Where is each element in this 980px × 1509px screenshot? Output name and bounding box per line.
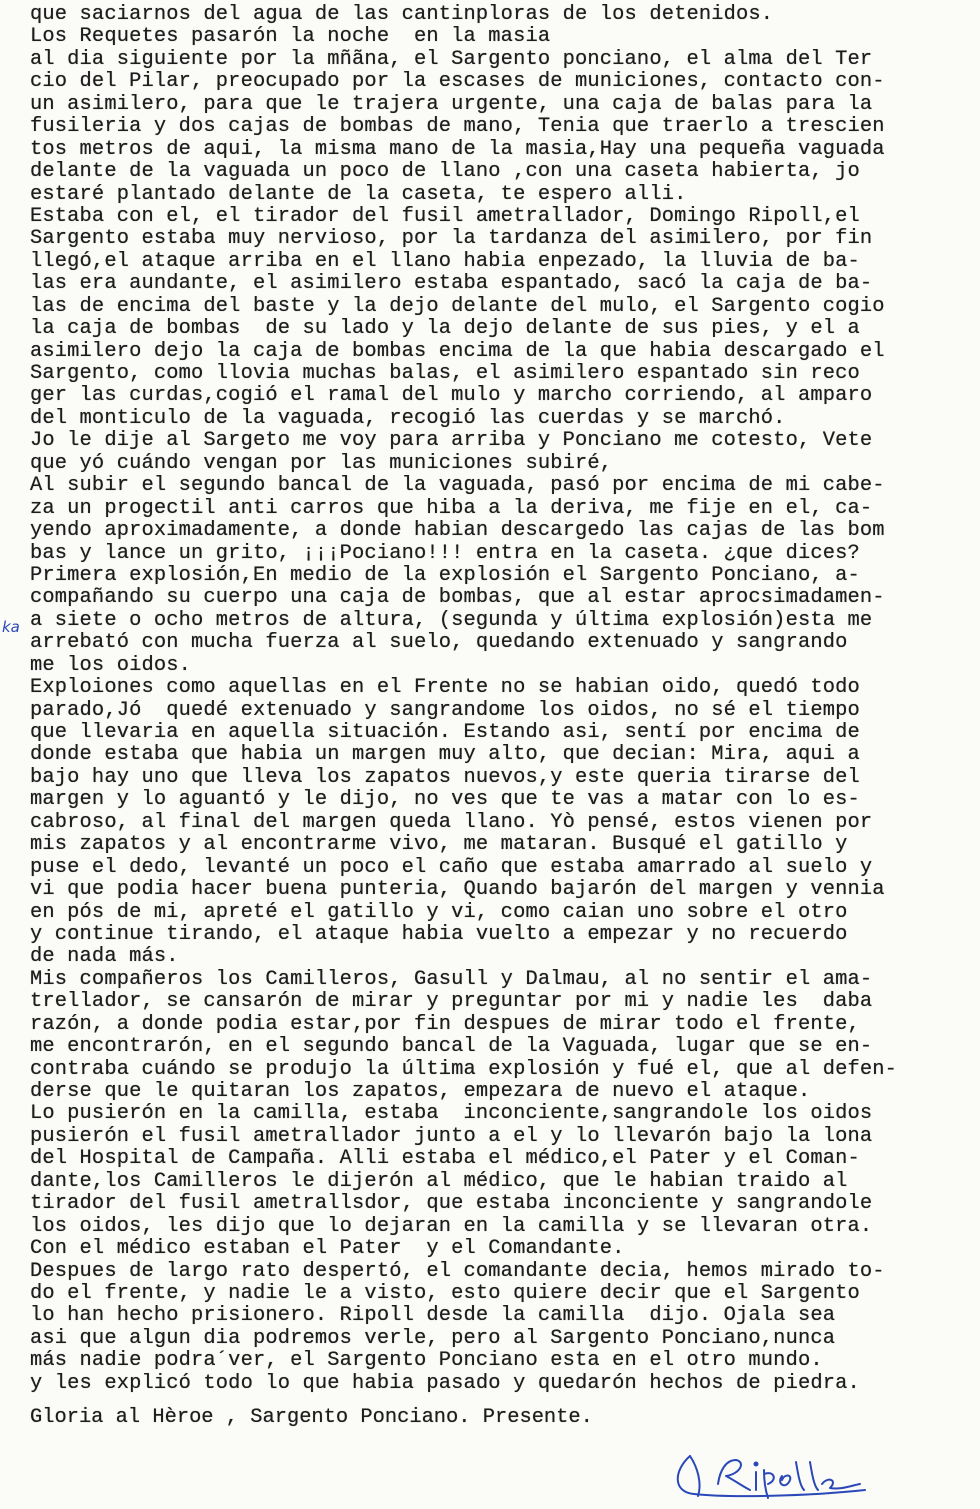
handwritten-margin-note: ka xyxy=(2,618,20,636)
text-line: a siete o ocho metros de altura, (segunda y última explosión)esta me xyxy=(30,609,873,632)
text-line: derse que le quitaran los zapatos, empezara de nuevo el ataque. xyxy=(30,1081,811,1103)
text-line: Sargento estaba muy nervioso, por la tardanza del asimilero, por fin xyxy=(30,228,873,251)
text-line: margen y lo aguantó y le dijo, no ves que te vas a matar con lo es- xyxy=(30,789,860,812)
text-line: Lo pusierón en la camilla, estaba inconciente,sangrandole los oidos xyxy=(30,1103,873,1126)
text-line: dante,los Camilleros le dijerón al médico, que le habian traido al xyxy=(30,1170,848,1193)
text-line: estaré plantado delante de la caseta, te espero alli. xyxy=(30,183,687,206)
text-line: cabroso, al final del margen queda llano. Yò pensé, estos vienen por xyxy=(30,811,873,834)
text-line: que saciarnos del agua de las cantinploras de los detenidos. xyxy=(30,4,774,26)
text-line: Sargento, como llovia muchas balas, el asimilero espantado sin reco xyxy=(30,363,860,385)
text-line: fusileria y dos cajas de bombas de mano, Tenia que traerlo a trescien xyxy=(30,116,885,139)
text-line: razón, a donde podia estar,por fin despues de mirar todo el frente, xyxy=(30,1013,860,1036)
signature-scribble-icon xyxy=(660,1440,900,1504)
text-line: que llevaria en aquella situación. Estando asi, sentí por encima de xyxy=(30,722,860,744)
text-line: llegó,el ataque arriba en el llano habia enpezado, la lluvia de ba- xyxy=(30,250,860,273)
text-line: donde estaba que habia un margen muy alto, que decian: Mira, aqui a xyxy=(30,744,860,767)
text-line: puse el dedo, levanté un poco el caño que estaba amarrado al suelo y xyxy=(30,856,873,879)
text-line: las de encima del baste y la dejo delante del mulo, el Sargento cogio xyxy=(30,295,885,318)
text-line: al dia siguiente por la mñãna, el Sargento ponciano, el alma del Ter xyxy=(30,48,873,71)
text-line: Exploiones como aquellas en el Frente no se habian oido, quedó todo xyxy=(30,677,860,700)
text-line: del Hospital de Campaña. Alli estaba el médico,el Pater y el Coman- xyxy=(30,1148,860,1171)
text-line: las era aundante, el asimilero estaba espantado, sacó la caja de ba- xyxy=(30,273,873,296)
text-line: y continue tirando, el ataque habia vuelto a empezar y no recuerdo xyxy=(30,923,848,946)
text-line: los oidos, les dijo que lo dejaran en la camilla y se llevaran otra. xyxy=(30,1215,873,1238)
text-line: trellador, se cansarón de mirar y preguntar por mi y nadie les daba xyxy=(30,991,873,1014)
text-line: tos metros de aqui, la misma mano de la masia,Hay una pequeña vaguada xyxy=(30,138,885,161)
text-line: do el frente, y nadie le a visto, esto quiere decir que el Sargento xyxy=(30,1282,860,1305)
text-line: de nada más. xyxy=(30,946,179,969)
text-line: asi que algun dia podremos verle, pero al Sargento Ponciano,nunca xyxy=(30,1327,836,1350)
text-line: compañando su cuerpo una caja de bombas, que al estar aprocsimadamen- xyxy=(30,587,885,610)
text-line: bas y lance un grito, ¡¡¡Pociano!!! entra en la caseta. ¿que dices? xyxy=(30,542,860,565)
text-line: pusierón el fusil ametrallador junto a el y lo llevarón bajo la lona xyxy=(30,1125,873,1148)
text-line: Estaba con el, el tirador del fusil ametrallador, Domingo Ripoll,el xyxy=(30,205,860,228)
text-line: lo han hecho prisionero. Ripoll desde la camilla dijo. Ojala sea xyxy=(30,1305,836,1328)
text-line: contraba cuándo se produjo la última explosión y fué el, que al defen- xyxy=(30,1058,898,1081)
handwritten-signature xyxy=(660,1440,900,1504)
text-line: Con el médico estaban el Pater y el Comandante. xyxy=(30,1238,625,1261)
text-line: un asimilero, para que le trajera urgente, una caja de balas para la xyxy=(30,93,873,116)
text-line: mis zapatos y al encontrarme vivo, me mataran. Busqué el gatillo y xyxy=(30,834,848,857)
text-line: me encontrarón, en el segundo bancal de la Vaguada, lugar que se en- xyxy=(30,1036,873,1059)
text-line: tirador del fusil ametrallsdor, que estaba inconciente y sangrandole xyxy=(30,1193,873,1216)
text-line: delante de la vaguada un poco de llano ,con una caseta habierta, jo xyxy=(30,161,860,184)
text-line: y les explicó todo lo que habia pasado y quedarón hechos de piedra. xyxy=(30,1372,860,1395)
text-line: yendo aproximadamente, a donde habian descargedo las cajas de las bom xyxy=(30,520,885,543)
text-line: Jo le dije al Sargeto me voy para arriba y Ponciano me cotesto, Vete xyxy=(30,430,873,453)
text-line: Primera explosión,En medio de la explosión el Sargento Ponciano, a- xyxy=(30,564,860,587)
text-line: ger las curdas,cogió el ramal del mulo y marcho corriendo, al amparo xyxy=(30,385,873,408)
text-line: cio del Pilar, preocupado por la escases de municiones, contacto con- xyxy=(30,71,885,94)
text-line: Al subir el segundo bancal de la vaguada, pasó por encima de mi cabe- xyxy=(30,475,885,498)
text-line: bajo hay uno que lleva los zapatos nuevos,y este queria tirarse del xyxy=(30,766,860,789)
text-line: asimilero dejo la caja de bombas encima de la que habia descargado el xyxy=(30,340,885,363)
text-line: za un progectil anti carros que hiba a la deriva, me fije en el, ca- xyxy=(30,497,873,520)
text-line: Los Requetes pasarón la noche en la masia xyxy=(30,26,551,49)
text-line: la caja de bombas de su lado y la dejo delante de sus pies, y el a xyxy=(30,318,860,341)
typed-letter-body xyxy=(30,4,975,1395)
text-line: arrebató con mucha fuerza al suelo, quedando extenuado y sangrando xyxy=(30,632,848,655)
text-line: parado,Jó quedé extenuado y sangrandome los oidos, no sé el tiempo xyxy=(30,699,860,722)
text-line: en pós de mi, apreté el gatillo y vi, como caian uno sobre el otro xyxy=(30,901,848,924)
text-line: vi que podia hacer buena punteria, Quando bajarón del margen y vennia xyxy=(30,879,885,902)
text-line: Mis compañeros los Camilleros, Gasull y Dalmau, al no sentir el ama- xyxy=(30,968,873,991)
text-line: más nadie podra´ver, el Sargento Ponciano esta en el otro mundo. xyxy=(30,1350,823,1373)
closing-line: Gloria al Hèroe , Sargento Ponciano. Presente. xyxy=(30,1406,593,1429)
text-line: del monticulo de la vaguada, recogió las cuerdas y se marchó. xyxy=(30,407,786,430)
text-line: Despues de largo rato despertó, el comandante decia, hemos mirado to- xyxy=(30,1260,885,1283)
text-line: me los oidos. xyxy=(30,654,192,677)
text-line: que yó cuándo vengan por las municiones subiré, xyxy=(30,452,613,475)
